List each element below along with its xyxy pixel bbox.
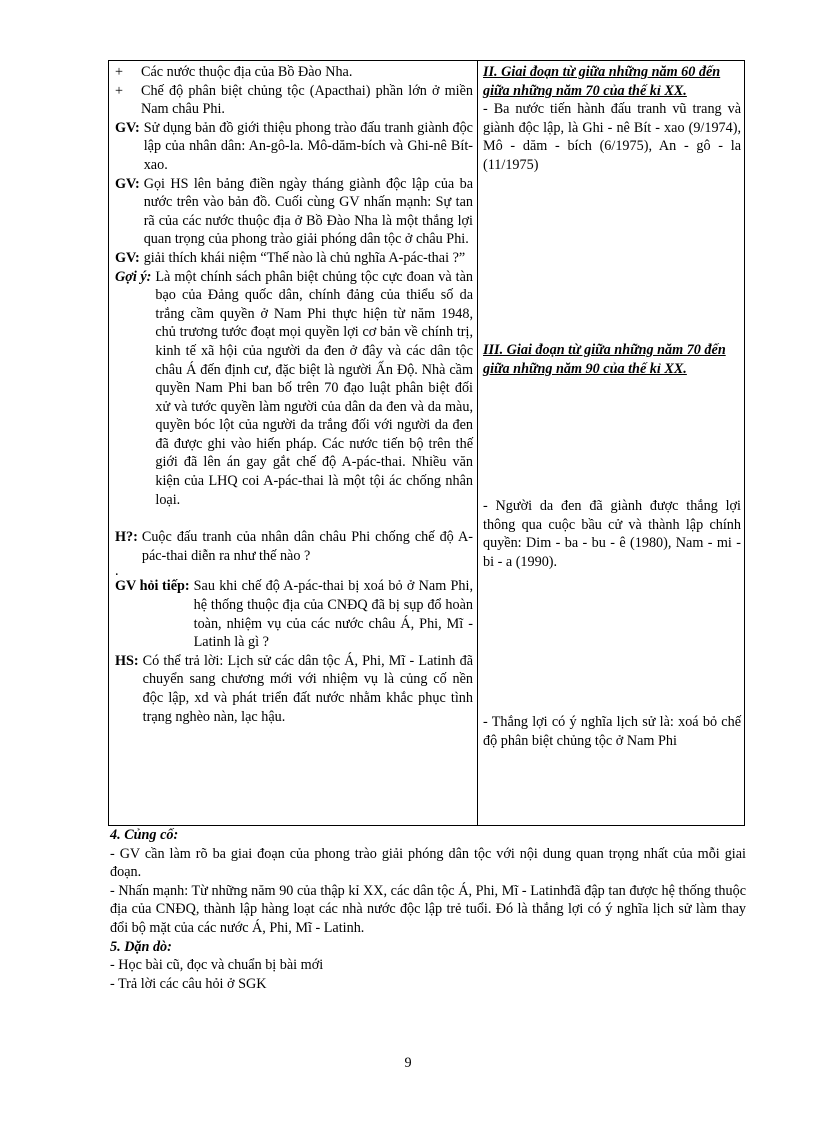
content-column <box>478 61 744 825</box>
bullet-label: + <box>115 82 124 99</box>
page-number: 9 <box>404 1055 412 1071</box>
speaker-label: GV: <box>115 175 140 192</box>
speaker-label: GV: <box>115 119 140 136</box>
section-title: 4. Củng cố: <box>110 827 179 843</box>
speaker-label: H?: <box>115 529 138 546</box>
bullet-label: + <box>115 64 124 80</box>
entry-hs-answer <box>115 652 473 726</box>
speaker-label: GV: <box>115 249 140 266</box>
speaker-label: Gợi ý: <box>115 268 152 285</box>
content-paragraph: - Thắng lợi có ý nghĩa lịch sử là: xoá bỏ chế độ phân biệt chủng tộc ở Nam Phi <box>483 714 741 749</box>
entry-text: Có thể trả lời: Lịch sử các dân tộc Á, Phi, Mĩ - Latinh đã chuyển sang chương mới với nhiệm vụ là củng cố nền độc lập, xd và phát triển đất nước nhằm khắc phục tình trạng nghèo nàn, lạc hậu. <box>142 652 473 725</box>
entry-gv-followup <box>115 577 473 651</box>
content-paragraph: - Ba nước tiến hành đấu tranh vũ trang và giành độc lập, là Ghi - nê Bít - xao (9/1974), Mô - dăm - bích (6/1975), An - gô - la (11/1975) <box>483 101 741 173</box>
paragraph: - GV cần làm rõ ba giai đoạn của phong trào giải phóng dân tộc với nội dung quan trọng nhất của mỗi giai đoạn. <box>110 845 746 881</box>
entry-text: Sau khi chế độ A-pác-thai bị xoá bỏ ở Nam Phi, hệ thống thuộc địa của CNĐQ đã bị sụp đổ hoàn toàn, nhiệm vụ của các nước châu Á, Phi, Mĩ - Latinh là gì ? <box>193 578 473 651</box>
section-title: 5. Dặn dò: <box>110 938 172 955</box>
lesson-footer <box>110 826 746 993</box>
entry-text: Cuộc đấu tranh của nhân dân châu Phi chống chế độ A-pác-thai diễn ra như thế nào ? <box>141 529 473 564</box>
entry-text: Chế độ phân biệt chủng tộc (Apacthai) phần lớn ở miền Nam châu Phi. <box>141 82 473 118</box>
section-heading-iii: III. Giai đoạn từ giữa những năm 70 đến giữa những năm 90 của thế kỉ XX. <box>483 342 726 377</box>
entry-apartheid <box>115 82 473 119</box>
entry-gv-map <box>115 119 473 175</box>
entry-text: Sử dụng bản đồ giới thiệu phong trào đấu tranh giành độc lập của nhân dân: An-gô-la. Mô-dăm-bích và Ghi-nê Bít-xao. <box>143 119 473 173</box>
entry-text: Là một chính sách phân biệt chủng tộc cực đoan và tàn bạo của Đảng quốc dân, chính đảng của thiểu số da trắng cầm quyền ở Nam Phi thực hiện từ năm 1948, chủ trương tước đoạt mọi quyền lợi cơ bản về chính trị, kinh tế xã hội của người da đen ở đây và các dân tộc châu Á đến định cư, đặc biệt là người Ấn Độ. Nhà cầm quyền Nam Phi ban bố trên 70 đạo luật phân biệt đối xử và tước quyền làm người của dân da đen và da màu, quyền bóc lột của người da trắng đối với người da đen đã được ghi vào hiến pháp. Các nước tiến bộ trên thế giới đã lên án gay gắt chế độ A-pác-thai. Nhiều văn kiện của LHQ coi A-pác-thai là một tội ác chống nhân loại. <box>155 268 473 508</box>
paragraph: - Trả lời các câu hỏi ở SGK <box>110 975 267 992</box>
entry-question <box>115 528 473 565</box>
section-heading-ii: II. Giai đoạn từ giữa những năm 60 đến giữa những năm 70 của thế kỉ XX. <box>483 64 721 99</box>
entry-text: Các nước thuộc địa của Bồ Đào Nha. <box>141 64 353 80</box>
entry-text: Gọi HS lên bảng điền ngày tháng giành độc lập của ba nước trên vào bản đồ. Cuối cùng GV nhấn mạnh: Sự tan rã của các nước thuộc địa ở Bồ Đào Nha là một thắng lợi quan trọng của phong trào giải phóng dân tộc ở châu Phi. <box>143 175 473 248</box>
teacher-activities-column <box>109 61 478 825</box>
paragraph: - Học bài cũ, đọc và chuẩn bị bài mới <box>110 957 324 974</box>
entry-portuguese-colonies <box>115 63 473 82</box>
speaker-label: HS: <box>115 652 139 669</box>
stray-dot: . <box>115 563 119 580</box>
entry-hint <box>115 268 473 510</box>
spacer <box>115 509 473 528</box>
entry-gv-students <box>115 175 473 249</box>
speaker-label: GV hỏi tiếp: <box>115 578 190 595</box>
lesson-table <box>108 60 745 826</box>
entry-text: giải thích khái niệm “Thế nào là chủ nghĩa A-pác-thai ?” <box>143 249 466 266</box>
paragraph: - Nhấn mạnh: Từ những năm 90 của thập kỉ XX, các dân tộc Á, Phi, Mĩ - Latinhđã đập tan được hệ thống thuộc địa của CNĐQ, thành lập hàng loạt các nhà nước độc lập trẻ tuổi. Đó là thắng lợi có ý nghĩa lịch sử làm thay đổi bộ mặt của các nước Á, Phi, Mĩ - Latinh. <box>110 882 746 936</box>
content-paragraph: - Người da đen đã giành được thắng lợi thông qua cuộc bầu cử và thành lập chính quyền: Dim - ba - bu - ê (1980), Nam - mi - bi - a (1990). <box>483 498 741 570</box>
entry-gv-explain <box>115 249 473 268</box>
